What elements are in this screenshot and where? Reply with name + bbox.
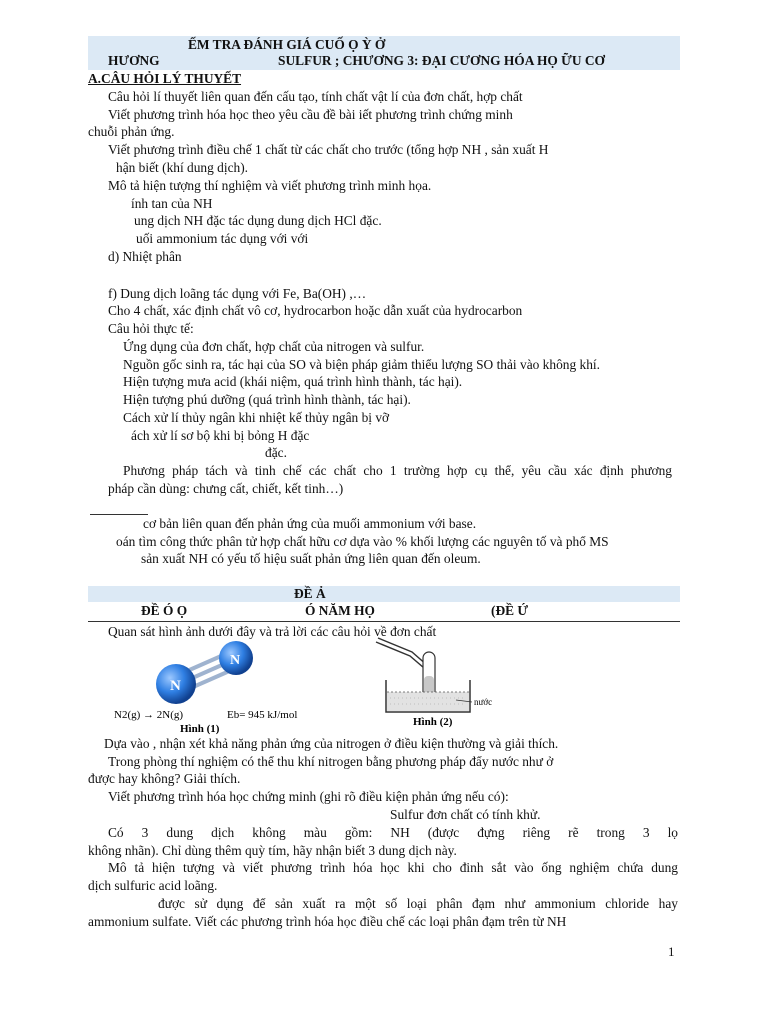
section-a-line: pháp cần dùng: chưng cất, chiết, kết tinh…) (108, 481, 344, 496)
question-line: Sulfur đơn chất có tính khử. (390, 807, 541, 822)
section-a-line: d) Nhiệt phân (108, 249, 182, 264)
section-a-line: Nguồn gốc sinh ra, tác hại của SO và biện pháp giảm thiểu lượng SO thải vào không khí. (123, 357, 600, 372)
bond-energy: Eb= 945 kJ/mol (227, 709, 298, 721)
atom-label-left: N (170, 678, 181, 694)
header-title-line2-right: SULFUR ; CHƯƠNG 3: ĐẠI CƯƠNG HÓA HỌ ỮU CƠ (278, 53, 605, 68)
header-title-line2-left: HƯƠNG (108, 53, 160, 68)
exam-header-line2-left: ĐỀ Ó Ọ (141, 603, 188, 618)
section-a-line: Cách xử lí thủy ngân khi nhiệt kế thủy ngân bị vỡ (123, 410, 390, 425)
question-line: Dựa vào , nhận xét khả năng phản ứng của nitrogen ở điều kiện thường và giải thích. (104, 736, 559, 751)
exam-header-line2-mid: Ó NĂM HỌ (305, 603, 375, 618)
section-a-line: f) Dung dịch loãng tác dụng với Fe, Ba(OH) ,… (108, 286, 367, 301)
figure-1-caption: Hình (1) (180, 723, 220, 735)
water-label: nước (474, 697, 493, 707)
figure-2-caption: Hình (2) (413, 716, 453, 728)
question-line: Viết phương trình hóa học chứng minh (ghi rõ điều kiện phản ứng nếu có): (108, 789, 509, 804)
section-a-line: Câu hỏi thực tế: (108, 321, 194, 336)
delivery-tube (376, 638, 430, 698)
atom-label-right: N (230, 653, 241, 668)
page-number: 1 (668, 944, 675, 959)
section-a-line: uối ammonium tác dụng với với (136, 231, 309, 246)
exam-header-line1: ĐỀ Ả (294, 586, 326, 601)
exam-header-underline (88, 621, 680, 622)
question-line: dịch sulfuric acid loãng. (88, 878, 218, 893)
question-line: Mô tả hiện tượng và viết phương trình hóa học khi cho đinh sắt vào ống nghiệm chứa dung (108, 860, 678, 875)
question-line: Có 3 dung dịch không màu gồm: NH (được đựng riêng rẽ trong 3 lọ (108, 825, 678, 840)
question-line: không nhãn). Chỉ dùng thêm quỳ tím, hãy nhận biết 3 dung dịch này. (88, 843, 457, 858)
section-b-line: oán tìm công thức phân tử hợp chất hữu cơ dựa vào % khối lượng các nguyên tố và phổ MS (116, 534, 609, 549)
section-a-line: ung dịch NH đặc tác dụng dung dịch HCl đặc. (134, 213, 382, 228)
section-a-heading: A.CÂU HỎI LÝ THUYẾT (88, 71, 242, 86)
exam-header-line2-right: (ĐỀ Ứ (491, 603, 529, 618)
dissociation-equation: N2(g) → 2N(g) (114, 709, 184, 721)
question-line: Trong phòng thí nghiệm có thể thu khí nitrogen bằng phương pháp đẩy nước như ở (108, 754, 554, 769)
section-a-line: Ứng dụng của đơn chất, hợp chất của nitrogen và sulfur. (123, 339, 425, 354)
question-line: ammonium sulfate. Viết các phương trình hóa học điều chế các loại phân đạm trên từ NH (88, 914, 567, 929)
section-b-line: sản xuất NH có yếu tố hiệu suất phản ứng liên quan đến oleum. (141, 551, 481, 566)
section-a-line: Câu hỏi lí thuyết liên quan đến cấu tạo, tính chất vật lí của đơn chất, hợp chất (108, 89, 523, 104)
section-a-line: Hiện tượng phú dưỡng (quá trình hình thành, tác hại). (123, 392, 411, 407)
section-a-line: Mô tả hiện tượng thí nghiệm và viết phương trình minh họa. (108, 178, 432, 193)
figure-2-water-displacement (370, 636, 510, 728)
section-a-line: Hiện tượng mưa acid (khái niệm, quá trình hình thành, tác hại). (123, 374, 463, 389)
exam-header-band (88, 586, 680, 602)
section-a-line: ách xử lí sơ bộ khi bị bỏng H đặc (131, 428, 310, 443)
section-a-line: Viết phương trình điều chế 1 chất từ các chất cho trước (tổng hợp NH , sản xuất H (108, 142, 549, 157)
question-intro: Quan sát hình ảnh dưới đây và trả lời các câu hỏi về đơn chất (108, 624, 437, 639)
section-a-line: Cho 4 chất, xác định chất vô cơ, hydrocarbon hoặc dẫn xuất của hydrocarbon (108, 303, 523, 318)
figure-1-nitrogen-molecule (110, 640, 310, 735)
section-a-line: chuỗi phản ứng. (88, 124, 175, 139)
section-a-line: ính tan của NH (131, 196, 213, 211)
header-title-line1: ẾM TRA ĐÁNH GIÁ CUỐ Ọ Ỳ Ở (188, 37, 386, 52)
question-line: được hay không? Giải thích. (88, 771, 241, 786)
section-b-line: cơ bản liên quan đến phản ứng của muối ammonium với base. (143, 516, 477, 531)
section-divider (90, 514, 148, 515)
section-a-line: Phương pháp tách và tinh chế các chất cho 1 trường hợp cụ thể, yêu cầu xác định phương (123, 463, 672, 478)
section-a-line: hận biết (khí dung dịch). (116, 160, 249, 175)
section-a-line: đặc. (265, 445, 287, 460)
question-line: được sử dụng để sản xuất ra một số loại phân đạm như ammonium chloride hay (158, 896, 678, 911)
section-a-line: Viết phương trình hóa học theo yêu cầu đề bài iết phương trình chứng minh (108, 107, 513, 122)
